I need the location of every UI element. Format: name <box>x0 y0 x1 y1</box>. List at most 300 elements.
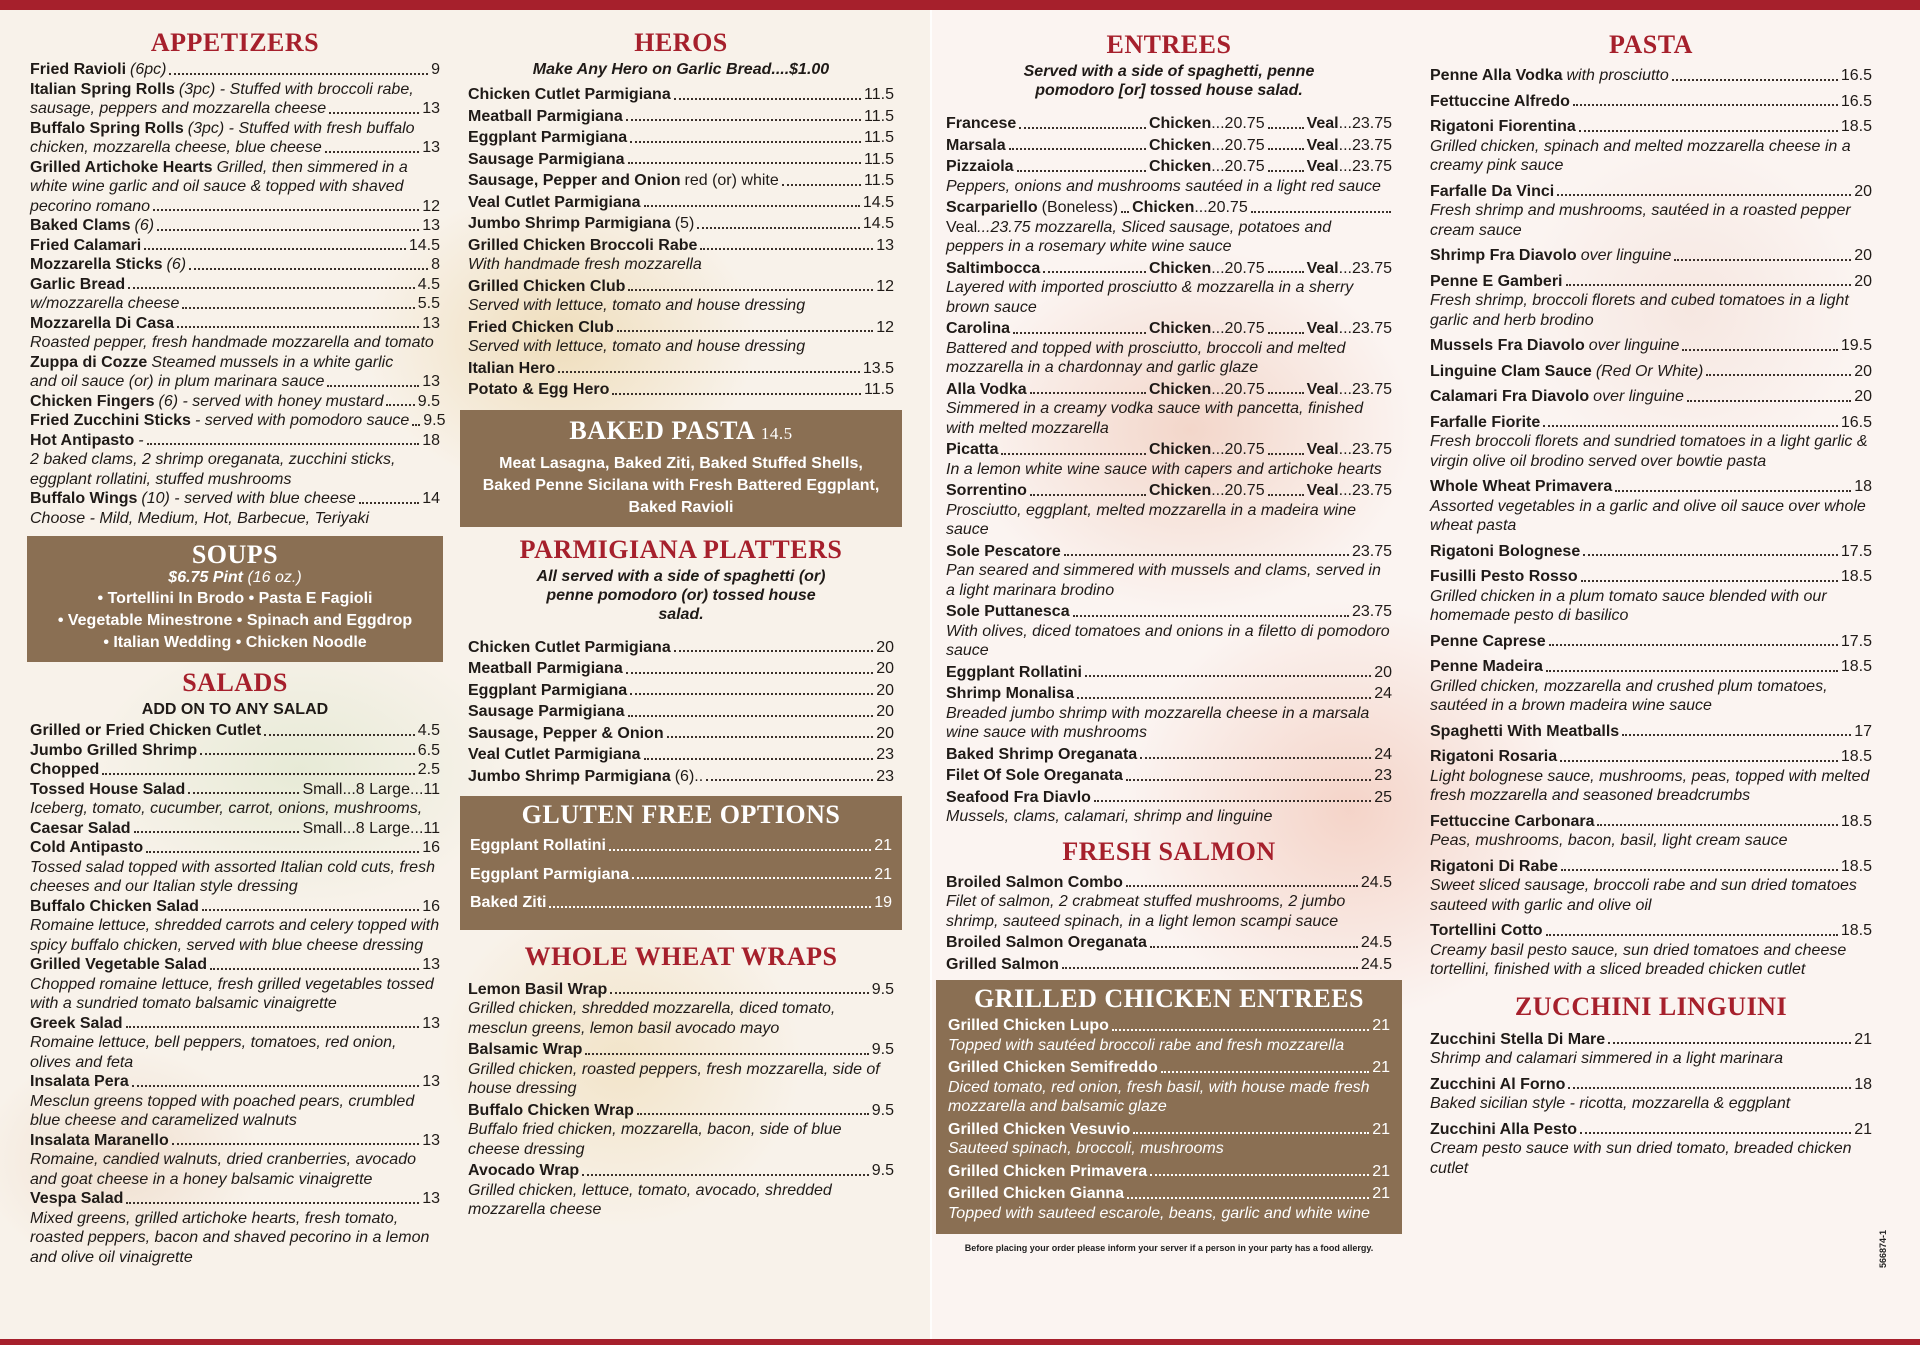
menu-item <box>468 318 894 357</box>
leader-dots <box>626 672 873 674</box>
leader-dots <box>1549 644 1838 646</box>
menu-item-description: Shrimp and calamari simmered in a light marinara <box>1430 1050 1784 1067</box>
menu-item-price: 6.5 <box>417 741 440 759</box>
leader-dots <box>126 1026 420 1028</box>
menu-item-name: Italian Spring Rolls <box>30 80 175 98</box>
leader-dots <box>1268 127 1304 129</box>
gluten-free-box <box>460 796 902 930</box>
menu-item-name: Rigatoni Di Rabe <box>1430 857 1559 875</box>
menu-item-row <box>30 372 440 392</box>
menu-item <box>946 955 1392 975</box>
menu-item-price: 9.5 <box>871 1041 894 1058</box>
menu-item-row <box>946 788 1392 808</box>
menu-item-price: 13 <box>422 139 440 156</box>
menu-item-description: Prosciutto, eggplant, melted mozzarella in a madeira wine sauce <box>946 501 1356 538</box>
menu-item-description: Buffalo fried chicken, mozzarella, bacon, side of blue cheese dressing <box>468 1121 842 1158</box>
menu-item <box>948 1162 1390 1182</box>
menu-item <box>30 255 440 275</box>
menu-item-description: Pan seared and simmered with mussels and clams, served in a light marinara brodino <box>946 562 1381 599</box>
menu-item-name: Mozzarella Di Casa <box>30 314 175 332</box>
menu-item-row <box>1430 1030 1872 1050</box>
section-title-gluten-free: GLUTEN FREE OPTIONS <box>521 800 841 829</box>
menu-item-description: Grilled chicken, lettuce, tomato, avocado, shredded mozzarella cheese <box>468 1181 832 1218</box>
menu-item <box>946 380 1392 439</box>
leader-dots <box>630 141 861 143</box>
menu-item-name: Eggplant Parmigiana <box>468 681 628 699</box>
menu-item-row <box>946 380 1392 400</box>
menu-item-row <box>946 602 1392 622</box>
menu-item <box>468 107 894 127</box>
veal-label: Veal <box>1306 136 1339 154</box>
menu-item-description: Mesclun greens topped with poached pears, crumbled blue cheese and caramelized walnuts <box>30 1092 415 1129</box>
menu-item-row <box>468 659 894 679</box>
menu-item-name: Zucchini Alla Pesto <box>1430 1120 1577 1138</box>
leader-dots <box>637 1113 869 1115</box>
menu-item-name: Seafood Fra Diavlo <box>946 788 1091 806</box>
menu-item-description: Creamy basil pesto sauce, sun dried tomatoes and cheese tortellini, finished with a sliced breaded chicken cutlet <box>1430 941 1847 978</box>
menu-item-price: 20 <box>876 638 894 656</box>
menu-item <box>468 236 894 275</box>
menu-item <box>1430 567 1872 626</box>
menu-item-name: Avocado Wrap <box>468 1162 580 1179</box>
menu-item-row <box>30 1072 440 1092</box>
parmigiana-subtitle: All served with a side of spaghetti (or) penne pomodoro (or) tossed house salad. <box>536 567 826 623</box>
menu-item-row <box>1430 812 1872 832</box>
menu-item-price: 13 <box>422 100 440 117</box>
menu-item-row <box>30 897 440 917</box>
menu-item <box>30 1131 440 1190</box>
menu-item-price: 12 <box>876 277 894 295</box>
salads-subtitle: ADD ON TO ANY SALAD <box>141 701 329 718</box>
menu-item-price: 13 <box>422 1131 440 1149</box>
menu-item-price: 20 <box>1374 663 1392 681</box>
menu-item <box>1430 857 1872 916</box>
soups-line: • Tortellini In Brodo • Pasta E Fagioli <box>97 590 373 607</box>
soups-price-value: $6.75 Pint <box>168 569 243 586</box>
bottom-border <box>0 1339 1920 1345</box>
menu-item-price: 13 <box>422 1014 440 1032</box>
menu-item-price: 16.5 <box>1840 413 1872 431</box>
section-title-soups: SOUPS <box>191 540 279 569</box>
menu-item-row <box>946 136 1392 156</box>
menu-item-name: Italian Hero <box>468 359 556 377</box>
menu-item <box>946 319 1392 378</box>
leader-dots <box>626 119 861 121</box>
menu-item-row <box>30 721 440 741</box>
menu-item-name: Sorrentino <box>946 482 1027 499</box>
menu-item <box>30 353 440 373</box>
menu-item-price: 20 <box>1854 247 1872 264</box>
leader-dots <box>697 227 860 229</box>
menu-item-price: 19 <box>874 894 892 911</box>
menu-item <box>468 1161 894 1220</box>
menu-item-price: 25 <box>1374 788 1392 806</box>
menu-item-row <box>30 1131 440 1151</box>
menu-item-name: Calamari Fra Diavolo <box>1430 388 1590 405</box>
chicken-price: ...20.75 <box>1211 115 1265 132</box>
menu-item-name: Grilled Vegetable Salad <box>30 956 207 973</box>
menu-item-name: Buffalo Wings <box>30 490 138 507</box>
menu-item <box>468 128 894 148</box>
menu-item <box>946 114 1392 134</box>
leader-dots <box>1597 824 1837 826</box>
menu-item-name: Broiled Salmon Combo <box>946 873 1123 891</box>
menu-item-row <box>30 314 440 334</box>
menu-item-price: 20 <box>1854 388 1872 405</box>
menu-item-name: Jumbo Shrimp Parmigiana <box>468 767 671 785</box>
menu-item-name: Francese <box>946 115 1017 132</box>
menu-item-name: Buffalo Spring Rolls <box>30 119 184 137</box>
menu-item-name: Grilled Chicken Primavera <box>948 1162 1148 1180</box>
menu-item <box>946 542 1392 601</box>
menu-item-price: 24.5 <box>1360 934 1392 951</box>
menu-item-description: Battered and topped with prosciutto, broccoli and melted mozzarella in a chardonnay and garlic glaze <box>946 339 1346 376</box>
menu-item <box>468 150 894 170</box>
menu-item-row <box>468 318 894 338</box>
menu-item <box>1430 413 1872 472</box>
menu-item-description: Diced tomato, red onion, fresh basil, with house made fresh mozzarella and balsamic glaze <box>948 1078 1370 1115</box>
veal-price: ...23.75 <box>1338 441 1392 458</box>
menu-item-name: Penne Madeira <box>1430 658 1543 675</box>
leader-dots <box>1561 869 1838 871</box>
menu-item-name: Rigatoni Rosaria <box>1430 748 1558 765</box>
menu-item-name: Fried Chicken Club <box>468 318 614 336</box>
leader-dots <box>189 268 428 270</box>
leader-dots <box>1013 332 1146 334</box>
menu-item-row <box>1430 542 1872 562</box>
menu-item-price: 18.5 <box>1840 922 1872 939</box>
menu-item-price: 17 <box>1854 722 1872 740</box>
menu-item-price: 21 <box>1854 1030 1872 1048</box>
menu-item-price: 20 <box>1854 362 1872 380</box>
menu-item <box>468 171 894 191</box>
menu-item-price: 21 <box>1372 1120 1390 1138</box>
menu-item-name: Grilled Salmon <box>946 955 1059 973</box>
menu-item-row <box>1430 477 1872 497</box>
menu-item-name: Chicken Fingers <box>30 392 155 410</box>
menu-item-row <box>946 745 1392 765</box>
chicken-label: Chicken <box>1148 115 1212 132</box>
menu-item-note: (6pc) <box>130 61 167 78</box>
menu-item-price: 11.5 <box>864 129 894 146</box>
menu-item-name: Whole Wheat Primavera <box>1430 478 1613 495</box>
menu-item <box>30 819 440 839</box>
veal-price: ...23.75 <box>1338 259 1392 277</box>
leader-dots <box>146 851 419 853</box>
chicken-price: ...20.75 <box>1211 380 1265 398</box>
menu-item <box>946 684 1392 743</box>
menu-item-name: Mozzarella Sticks <box>30 256 163 273</box>
menu-item-name: Zucchini Stella Di Mare <box>1430 1030 1606 1048</box>
soups-price <box>37 568 433 588</box>
menu-item <box>468 1040 894 1099</box>
menu-item-price: 23.75 <box>1351 542 1392 560</box>
menu-item-description: Sweet sliced sausage, broccoli rabe and sun dried tomatoes sauteed with garlic and olive oil <box>1430 877 1857 914</box>
menu-item-description: Grilled chicken in a plum tomato sauce blended with our homemade pesto di basilico <box>1430 587 1827 624</box>
menu-item-row <box>468 277 894 297</box>
menu-item <box>468 980 894 1039</box>
chicken-label: Chicken <box>1148 482 1212 499</box>
menu-item <box>946 136 1392 156</box>
entrees-subtitle: Served with a side of spaghetti, penne pomodoro [or] tossed house salad. <box>1023 63 1315 99</box>
menu-item <box>468 638 894 658</box>
menu-item-price: 24 <box>1374 745 1392 763</box>
menu-item <box>30 431 440 490</box>
menu-item-row <box>468 359 894 379</box>
menu-item-price: 11.5 <box>864 86 894 103</box>
menu-item <box>468 702 894 722</box>
menu-item-row <box>30 819 440 839</box>
menu-item <box>946 766 1392 786</box>
menu-item-name: Cold Antipasto <box>30 839 144 856</box>
section-title-salmon: FRESH SALMON <box>1062 836 1276 866</box>
menu-item <box>948 1058 1390 1117</box>
leader-dots <box>169 73 428 75</box>
veal-price: ...23.75 <box>1338 115 1392 132</box>
menu-item-name: Meatball Parmigiana <box>468 107 623 125</box>
leader-dots <box>188 792 299 794</box>
menu-item <box>1430 66 1872 86</box>
menu-item-row <box>468 193 894 213</box>
menu-item-row <box>470 893 892 913</box>
leader-dots <box>1019 127 1146 129</box>
veal-description: ...23.75 mozzarella, Sliced sausage, potatoes and peppers in a rosemary white wine sauce <box>946 218 1332 255</box>
veal-price: ...23.75 <box>1338 158 1392 175</box>
menu-item-name: Tossed House Salad <box>30 780 186 798</box>
menu-item-name: Veal Cutlet Parmigiana <box>468 746 641 763</box>
leader-dots <box>200 753 415 755</box>
menu-item-price: 20 <box>876 724 894 742</box>
menu-item-name: Fusilli Pesto Rosso <box>1430 568 1578 585</box>
menu-item <box>30 197 440 217</box>
menu-item <box>946 873 1392 932</box>
leader-dots <box>706 779 873 781</box>
leader-dots <box>630 693 873 695</box>
menu-item-price: 18.5 <box>1840 812 1872 830</box>
leader-dots <box>329 112 419 114</box>
menu-item <box>1430 542 1872 562</box>
leader-dots <box>628 715 874 717</box>
menu-item <box>1430 246 1872 266</box>
menu-item-name: Farfalle Da Vinci <box>1430 182 1555 200</box>
menu-item-row <box>468 980 894 1000</box>
menu-item-description: Grilled chicken, roasted peppers, fresh mozzarella, side of house dressing <box>468 1060 880 1097</box>
menu-item-note: (10) - served with blue cheese <box>141 490 356 507</box>
leader-dots <box>1268 494 1304 496</box>
menu-item-note: chicken, mozzarella cheese, blue cheese <box>30 139 322 156</box>
soups-box <box>27 536 443 662</box>
leader-dots <box>1568 1087 1851 1089</box>
menu-item-note: over linguine <box>1593 388 1684 405</box>
menu-item-row <box>468 1161 894 1181</box>
menu-item-price: 18 <box>422 431 440 449</box>
menu-item <box>468 724 894 744</box>
menu-item-row <box>946 663 1392 683</box>
chicken-price: ...20.75 <box>1211 136 1265 154</box>
menu-item <box>30 741 440 761</box>
menu-item-price: 9.5 <box>871 1162 894 1179</box>
menu-item-price: 2.5 <box>417 761 440 778</box>
veal-label: Veal <box>946 218 978 236</box>
menu-item-description: Assorted vegetables in a garlic and olive oil sauce over whole wheat pasta <box>1430 497 1866 534</box>
menu-item-name: Lemon Basil Wrap <box>468 980 608 998</box>
menu-item-name: Eggplant Parmigiana <box>470 865 630 883</box>
menu-item-row <box>30 741 440 761</box>
menu-item-note: (Boneless) <box>1041 199 1119 216</box>
menu-item-price: 11.5 <box>864 381 894 398</box>
menu-item-description: Light bolognese sauce, mushrooms, peas, topped with melted fresh mozzarella and seasoned breadcrumbs <box>1430 767 1870 804</box>
menu-item-description: Grilled chicken, shredded mozzarella, diced tomato, mesclun greens, lemon basil avocado mayo <box>468 1000 836 1037</box>
leader-dots <box>700 248 873 250</box>
menu-item <box>1430 117 1872 176</box>
menu-item-price: 24.5 <box>1360 873 1392 891</box>
menu-item <box>1430 812 1872 851</box>
menu-item-name: Grilled Chicken Broccoli Rabe <box>468 236 698 254</box>
menu-item-description: Fresh broccoli florets and sundried tomatoes in a light garlic & virgin olive oil brodino served over bowtie pasta <box>1430 433 1868 470</box>
menu-item-description: Choose - Mild, Medium, Hot, Barbecue, Teriyaki <box>30 509 370 527</box>
leader-dots <box>1268 148 1304 150</box>
menu-item-row <box>30 216 440 236</box>
menu-item <box>30 275 440 295</box>
menu-item-name: Jumbo Shrimp Parmigiana <box>468 215 671 232</box>
menu-item-description: Simmered in a creamy vodka sauce with pancetta, finished with melted mozzarella <box>946 400 1364 437</box>
chicken-label: Chicken <box>1148 320 1212 337</box>
leader-dots <box>617 330 873 332</box>
menu-item <box>30 294 440 314</box>
menu-item <box>946 788 1392 827</box>
leader-dots <box>1030 494 1146 496</box>
menu-item-name: Mussels Fra Diavolo <box>1430 337 1585 354</box>
menu-item-name: Caesar Salad <box>30 819 131 837</box>
baked-pasta-price: 14.5 <box>760 423 793 443</box>
menu-item-price: 21 <box>1372 1162 1390 1180</box>
menu-item-name: Sausage Parmigiana <box>468 703 625 720</box>
chicken-label: Chicken <box>1132 199 1195 216</box>
leader-dots <box>264 734 415 736</box>
menu-item <box>30 1014 440 1073</box>
soups-line: • Vegetable Minestrone • Spinach and Eggdrop <box>57 612 413 629</box>
section-title-zucchini: ZUCCHINI LINGUINI <box>1514 991 1788 1021</box>
menu-item-name: Sausage, Pepper and Onion <box>468 172 681 189</box>
menu-item-price: 23 <box>876 746 894 763</box>
menu-item-row <box>30 392 440 412</box>
menu-item-price: 16 <box>422 897 440 915</box>
menu-item <box>946 745 1392 765</box>
menu-item-row <box>468 1040 894 1060</box>
menu-item-name: Eggplant Parmigiana <box>468 129 628 146</box>
leader-dots <box>1268 271 1304 273</box>
leader-dots <box>628 162 862 164</box>
chicken-price: ...20.75 <box>1211 259 1265 277</box>
menu-item <box>468 745 894 765</box>
leader-dots <box>1672 79 1838 81</box>
leader-dots <box>1064 554 1349 556</box>
leader-dots <box>1566 284 1852 286</box>
menu-item-note: red (or) white <box>684 172 779 189</box>
leader-dots <box>585 1053 868 1055</box>
menu-item-name: Chicken Cutlet Parmigiana <box>468 638 671 656</box>
menu-item-name: Filet Of Sole Oreganata <box>946 767 1123 784</box>
menu-item <box>468 767 894 787</box>
menu-item-description: Breaded jumbo shrimp with mozzarella cheese in a marsala wine sauce with mushrooms <box>946 704 1370 741</box>
menu-item-row <box>948 1184 1390 1204</box>
menu-item-name: Zucchini Al Forno <box>1430 1075 1566 1093</box>
menu-item-description: Grilled chicken, spinach and melted mozzarella cheese in a creamy pink sauce <box>1430 137 1851 174</box>
menu-item-name: Rigatoni Fiorentina <box>1430 118 1576 135</box>
menu-item-description: Grilled chicken, mozzarella and crushed plum tomatoes, sautéed in a brown madeira wine sauce <box>1430 677 1828 714</box>
menu-item <box>948 1016 1390 1055</box>
menu-item-price: 17.5 <box>1840 632 1872 650</box>
menu-item-row <box>30 489 440 509</box>
leader-dots <box>202 909 419 911</box>
leader-dots <box>667 736 874 738</box>
menu-item <box>30 760 440 780</box>
menu-item-name: Fried Calamari <box>30 236 142 254</box>
menu-item-row <box>946 873 1392 893</box>
menu-item-row <box>30 80 440 100</box>
menu-item-row <box>468 380 894 400</box>
leader-dots <box>1687 400 1851 402</box>
menu-item <box>1430 362 1872 382</box>
menu-item-description: Topped with sautéed broccoli rabe and fresh mozzarella <box>948 1036 1345 1054</box>
leader-dots <box>134 831 300 833</box>
menu-item-row <box>468 638 894 658</box>
chicken-label: Chicken <box>1148 158 1212 175</box>
menu-item-name: Picatta <box>946 441 999 458</box>
menu-item-row <box>946 542 1392 562</box>
menu-item-note: (Red Or White) <box>1595 362 1704 380</box>
menu-item-price: 20 <box>1854 182 1872 200</box>
veal-label: Veal <box>1306 320 1339 337</box>
menu-item-name: Grilled Chicken Gianna <box>948 1185 1125 1202</box>
leader-dots <box>327 385 419 387</box>
menu-item-name: Penne E Gamberi <box>1430 272 1563 290</box>
menu-item-name: Shrimp Fra Diavolo <box>1430 247 1577 264</box>
menu-item-price: 4.5 <box>417 275 440 293</box>
menu-item-price: 13 <box>876 236 894 254</box>
menu-item-row <box>468 150 894 170</box>
menu-item <box>1430 747 1872 806</box>
menu-item-row <box>1430 567 1872 587</box>
leader-dots <box>1062 967 1358 969</box>
menu-item-row <box>30 1014 440 1034</box>
menu-item-name: Meatball Parmigiana <box>468 660 623 677</box>
chicken-label: Chicken <box>1148 136 1212 154</box>
menu-item-row <box>1430 387 1872 407</box>
menu-item <box>946 933 1392 953</box>
menu-item-name: Grilled or Fried Chicken Cutlet <box>30 722 262 739</box>
leader-dots <box>147 443 420 445</box>
leader-dots <box>132 1085 419 1087</box>
veal-label: Veal <box>1306 380 1339 398</box>
menu-item-price: 18.5 <box>1840 857 1872 875</box>
leader-dots <box>1615 490 1851 492</box>
menu-item-note: (6) <box>166 256 187 273</box>
menu-item-price: 12 <box>876 318 894 336</box>
menu-item-note: w/mozzarella cheese <box>30 295 180 312</box>
leader-dots <box>325 151 419 153</box>
grilled-chicken-box <box>936 980 1402 1234</box>
menu-item-row <box>946 955 1392 975</box>
menu-item-price: 16.5 <box>1840 92 1872 110</box>
menu-item-row <box>468 107 894 127</box>
menu-item-description: Fresh shrimp and mushrooms, sautéed in a roasted pepper cream sauce <box>1430 202 1851 239</box>
menu-item <box>30 372 440 392</box>
menu-item-row <box>946 440 1392 460</box>
menu-item-price: 14.5 <box>862 215 894 232</box>
menu-item <box>30 119 440 139</box>
menu-item-note: (3pc) - Stuffed with fresh buffalo <box>187 119 415 137</box>
